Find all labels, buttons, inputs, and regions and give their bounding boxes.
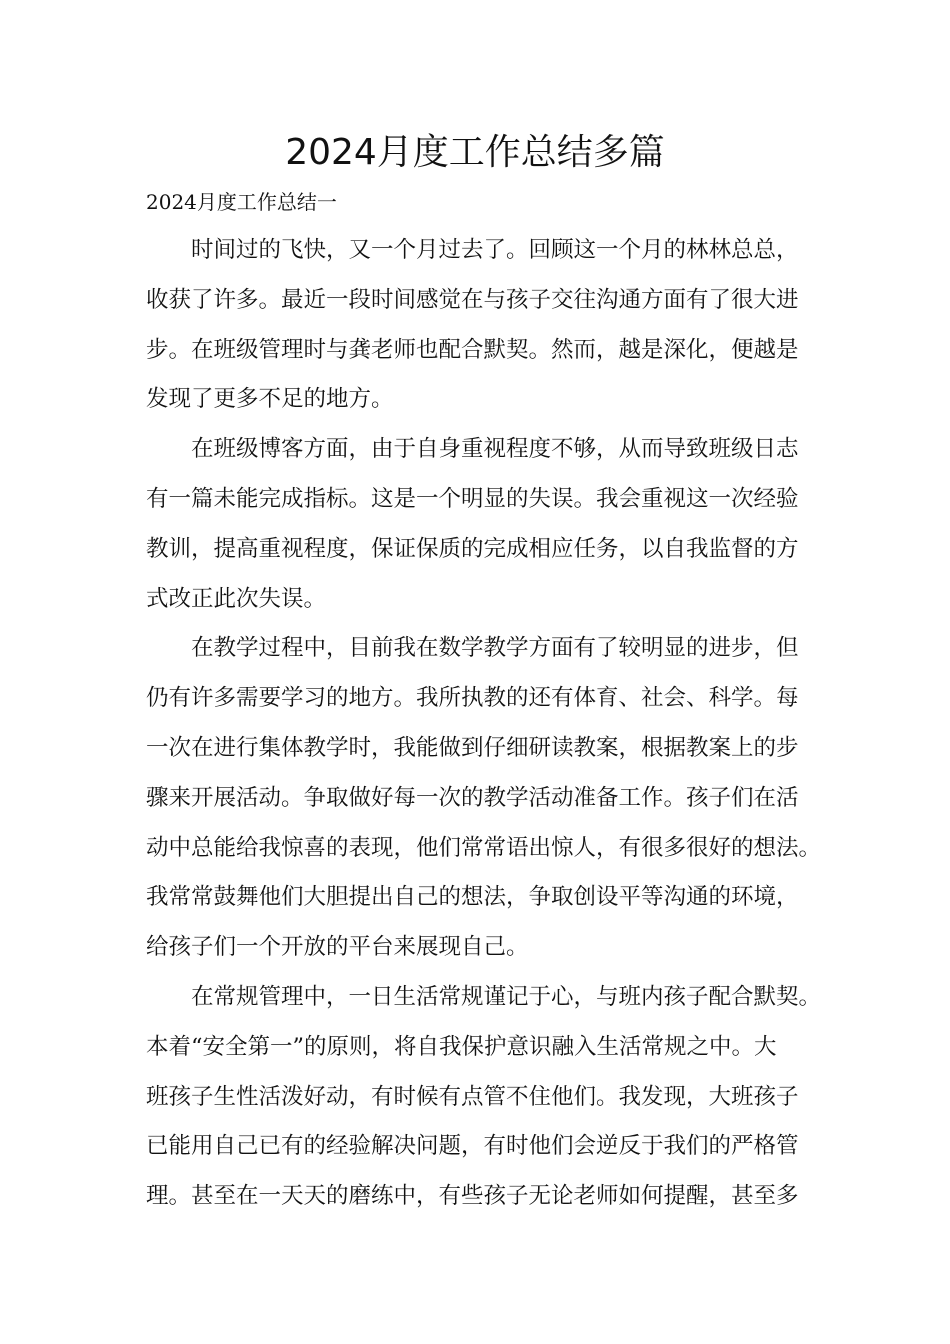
text-line: 本着“安全第一”的原则，将自我保护意识融入生活常规之中。大 [146, 1033, 777, 1060]
document-title: 2024月度工作总结多篇 [285, 132, 665, 173]
text-line: 在常规管理中，一日生活常规谨记于心，与班内孩子配合默契。 [191, 983, 822, 1010]
text-line: 已能用自己已有的经验解决问题，有时他们会逆反于我们的严格管 [146, 1133, 799, 1160]
text-line: 教训，提高重视程度，保证保质的完成相应任务，以自我监督的方 [146, 535, 799, 562]
text-line: 一次在进行集体教学时，我能做到仔细研读教案，根据教案上的步 [146, 734, 799, 761]
section-heading: 2024月度工作总结一 [146, 190, 337, 214]
text-line: 动中总能给我惊喜的表现，他们常常语出惊人，有很多很好的想法。 [146, 834, 822, 861]
text-line: 给孩子们一个开放的平台来展现自己。 [146, 934, 529, 961]
text-line: 发现了更多不足的地方。 [146, 386, 394, 413]
text-line: 班孩子生性活泼好动，有时候有点管不住他们。我发现，大班孩子 [146, 1083, 799, 1110]
text-line: 有一篇未能完成指标。这是一个明显的失误。我会重视这一次经验 [146, 485, 799, 512]
text-line: 在班级博客方面，由于自身重视程度不够，从而导致班级日志 [191, 436, 799, 463]
text-line: 我常常鼓舞他们大胆提出自己的想法，争取创设平等沟通的环境， [146, 884, 799, 911]
text-line: 步。在班级管理时与龚老师也配合默契。然而，越是深化，便越是 [146, 336, 799, 363]
text-line: 骤来开展活动。争取做好每一次的教学活动准备工作。孩子们在活 [146, 784, 799, 811]
text-line: 理。甚至在一天天的磨练中，有些孩子无论老师如何提醒，甚至多 [146, 1183, 799, 1210]
text-line: 在教学过程中，目前我在数学教学方面有了较明显的进步，但 [191, 635, 799, 662]
text-line: 时间过的飞快，又一个月过去了。回顾这一个月的林林总总， [191, 237, 799, 263]
text-line: 收获了许多。最近一段时间感觉在与孩子交往沟通方面有了很大进 [146, 286, 799, 313]
document-body [146, 230, 836, 1226]
text-line: 式改正此次失误。 [146, 585, 327, 612]
text-line: 仍有许多需要学习的地方。我所执教的还有体育、社会、科学。每 [146, 685, 799, 712]
